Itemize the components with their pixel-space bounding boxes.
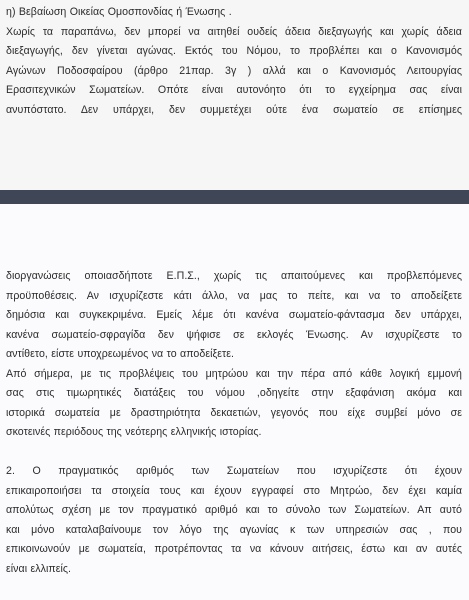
paragraph-gap bbox=[6, 443, 462, 463]
text-line: διεξαγωγής, δεν γίνεται αγώνας. Εκτός του Νόμου, το προβλέπει και ο Κανονισμός bbox=[6, 45, 462, 57]
text-line: σας στις τιμωρητικές διατάξεις του νόμου ,οδηγείτε στην εξαφάνιση ακόμα και bbox=[6, 387, 462, 399]
text-line: κανένα σωματείο-σφραγίδα δεν ψήφισε σε εκλογές Ένωσης. Αν ισχυρίζεστε το bbox=[6, 328, 462, 341]
page-separator bbox=[0, 190, 469, 204]
text-line: αντίθετο, είστε υποχρεωμένος να το αποδείξετε. bbox=[6, 348, 235, 360]
bottom-text-block bbox=[6, 267, 462, 579]
text-line: δημόσια και συγκεκριμένα. Εμείς λέμε ότι κανένα σωματείο-φάντασμα δεν υπάρχει, bbox=[6, 309, 462, 321]
text-line: προϋποθέσεις. Αν ισχυρίζεστε κάτι άλλο, να μας το πείτε, και να το αποδείξετε bbox=[6, 289, 462, 302]
top-text-block bbox=[6, 3, 462, 120]
text-line: Από σήμερα, με τις προβλέψεις του μητρώου και την πέρα από κάθε λογική εμμονή bbox=[6, 367, 462, 380]
text-line: Αγώνων Ποδοσφαίρου (άρθρο 21παρ. 3γ ) αλλά και ο Κανονισμός Λειτουργίας bbox=[6, 64, 462, 77]
text-line: ανυπόστατο. Δεν υπάρχει, δεν συμμετέχει ούτε ένα σωματείο σε επίσημες bbox=[6, 103, 462, 116]
text-line: σκοτεινές περιόδους της νεότερης ελληνικής ιστορίας. bbox=[6, 426, 262, 438]
text-line: ιστορικά σωματεία με δραστηριότητα δεκαετιών, γεγονός που είχε συμβεί μόνο σε bbox=[6, 406, 462, 419]
text-line: Ερασιτεχνικών Σωματείων. Οπότε είναι αυτονόητο ότι το εγχείρημα σας είναι bbox=[6, 84, 462, 96]
text-line: 2. Ο πραγματικός αριθμός των Σωματείων που ισχυρίζεστε ότι έχουν bbox=[6, 465, 462, 477]
text-line: και μόνο καταλαβαίνουμε τον λόγο της αγωνίας κ των υπηρεσιών σας , που bbox=[6, 523, 462, 536]
text-line: επικοινωνούν με σωματεία, προτρέποντας τα να κάνουν αιτήσεις, έστω και αν αυτές bbox=[6, 543, 462, 555]
text-line: επικαιροποιήσει τα στοιχεία τους και έχουν εγγραφεί στο Μητρώο, δεν έχει καμία bbox=[6, 484, 462, 497]
text-line: διοργανώσεις οποιασδήποτε Ε.Π.Σ., χωρίς τις απαιτούμενες και προβλεπόμενες bbox=[6, 270, 462, 282]
text-line: είναι ελλιπείς. bbox=[6, 562, 72, 575]
text-line: απολύτως σχέση με τον πραγματικό αριθμό και το σύνολο των Σωματείων. Απ αυτό bbox=[6, 504, 462, 516]
section-heading: η) Βεβαίωση Οικείας Ομοσπονδίας ή Ένωσης . bbox=[6, 6, 232, 18]
text-line: Χωρίς τα παραπάνω, δεν μπορεί να αιτηθεί ουδείς άδεια διεξαγωγής και χωρίς άδεια bbox=[6, 25, 462, 38]
